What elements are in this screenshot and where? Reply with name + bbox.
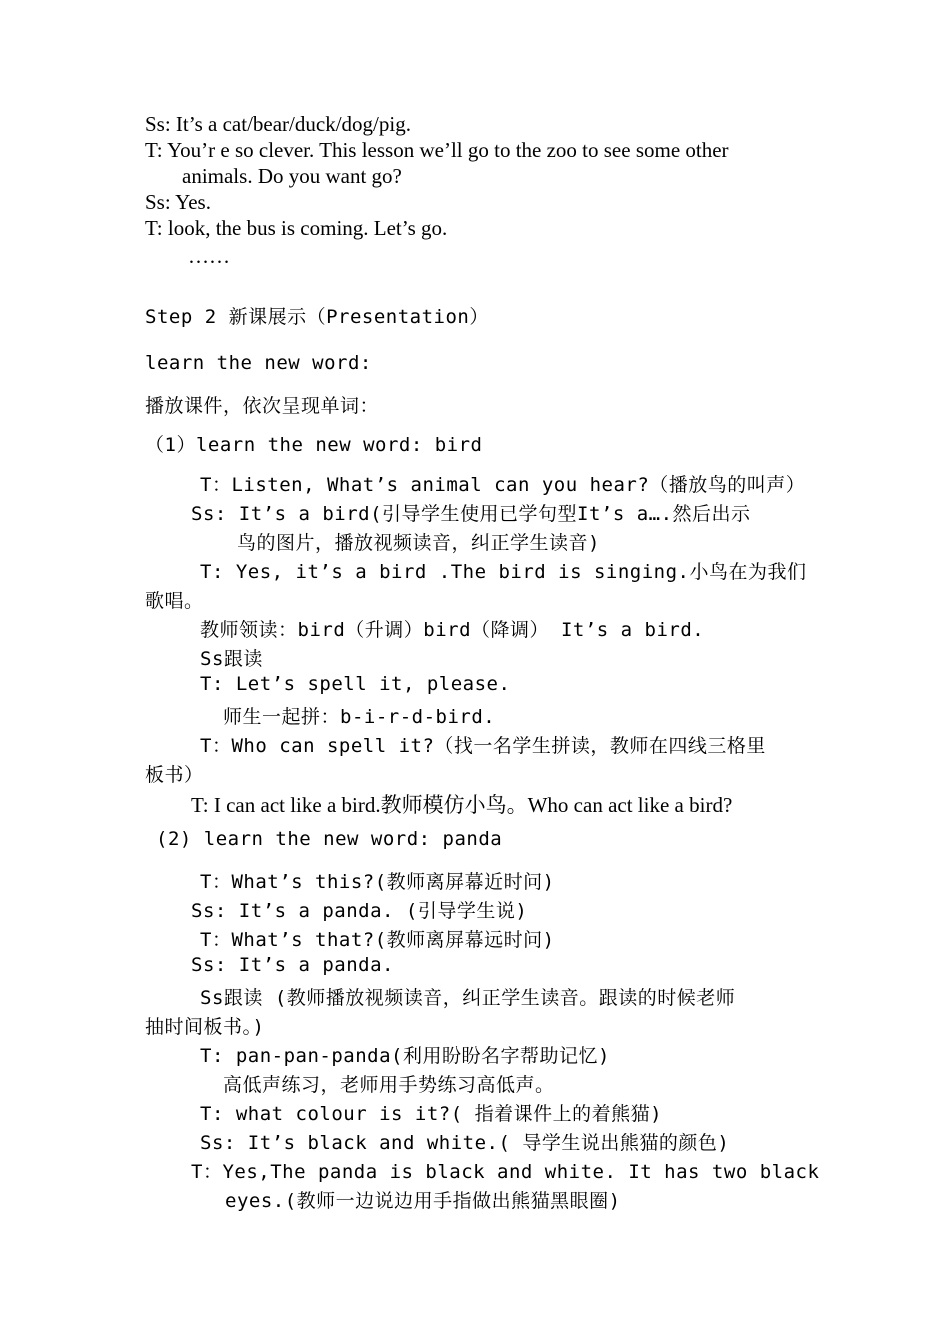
dialogue-line: T: look, the bus is coming. Let’s go. — [145, 216, 448, 240]
ellipsis: …… — [188, 244, 230, 268]
dialogue-line: 歌唱。 — [145, 590, 204, 612]
paragraph-line: 播放课件，依次呈现单词： — [145, 395, 380, 417]
dialogue-line: Ss跟读 (教师播放视频读音，纠正学生读音。跟读的时候老师 — [200, 987, 736, 1009]
dialogue-line: Ss跟读 — [200, 648, 263, 670]
dialogue-line: Ss: It’s a panda. — [191, 954, 394, 976]
dialogue-line: T: Let’s spell it, please. — [200, 673, 511, 695]
section-heading: Step 2 新课展示（Presentation） — [145, 306, 489, 328]
dialogue-line: T：What’s that?(教师离屏幕远时问) — [200, 929, 555, 951]
dialogue-line: T：Yes,The panda is black and white. It has two black — [191, 1161, 820, 1183]
subsection-heading: (2) learn the new word: panda — [156, 828, 503, 850]
dialogue-line: T：Who can spell it?（找一名学生拼读，教师在四线三格里 — [200, 735, 766, 757]
dialogue-line: 高低声练习，老师用手势练习高低声。 — [223, 1074, 555, 1096]
dialogue-line: T: You’r e so clever. This lesson we’ll go to the zoo to see some other — [145, 138, 729, 162]
dialogue-line: T: what colour is it?( 指着课件上的着熊猫) — [200, 1103, 663, 1125]
dialogue-line: 教师领读：bird（升调）bird（降调） It’s a bird. — [200, 619, 705, 641]
dialogue-line: T：What’s this?(教师离屏幕近时问) — [200, 871, 555, 893]
dialogue-line: Ss: It’s black and white.( 导学生说出熊猫的颜色) — [200, 1132, 730, 1154]
dialogue-line: T: I can act like a bird.教师模仿小鸟。Who can act like a bird? — [191, 793, 733, 817]
dialogue-line: 师生一起拼：b-i-r-d-bird. — [223, 706, 496, 728]
dialogue-line: animals. Do you want go? — [182, 164, 402, 188]
dialogue-line: T: Yes, it’s a bird .The bird is singing.小鸟在为我们 — [200, 561, 807, 583]
dialogue-line: 板书） — [145, 764, 204, 786]
dialogue-line: eyes.(教师一边说边用手指做出熊猫黑眼圈) — [225, 1190, 621, 1212]
dialogue-line: T: pan-pan-panda(利用盼盼名字帮助记忆) — [200, 1045, 610, 1067]
paragraph-line: learn the new word: — [145, 352, 372, 374]
dialogue-line: T：Listen, What’s animal can you hear?（播放鸟的叫声） — [200, 474, 806, 496]
dialogue-line: 抽时间板书。) — [145, 1016, 265, 1038]
subsection-heading: （1）learn the new word: bird — [145, 434, 483, 456]
dialogue-line: Ss: Yes. — [145, 190, 211, 214]
dialogue-line: Ss: It’s a panda. (引导学生说) — [191, 900, 528, 922]
dialogue-line: 鸟的图片，播放视频读音，纠正学生读音) — [237, 532, 600, 554]
dialogue-line: Ss: It’s a bird(引导学生使用已学句型It’s a….然后出示 — [191, 503, 751, 525]
dialogue-line: Ss: It’s a cat/bear/duck/dog/pig. — [145, 112, 411, 136]
